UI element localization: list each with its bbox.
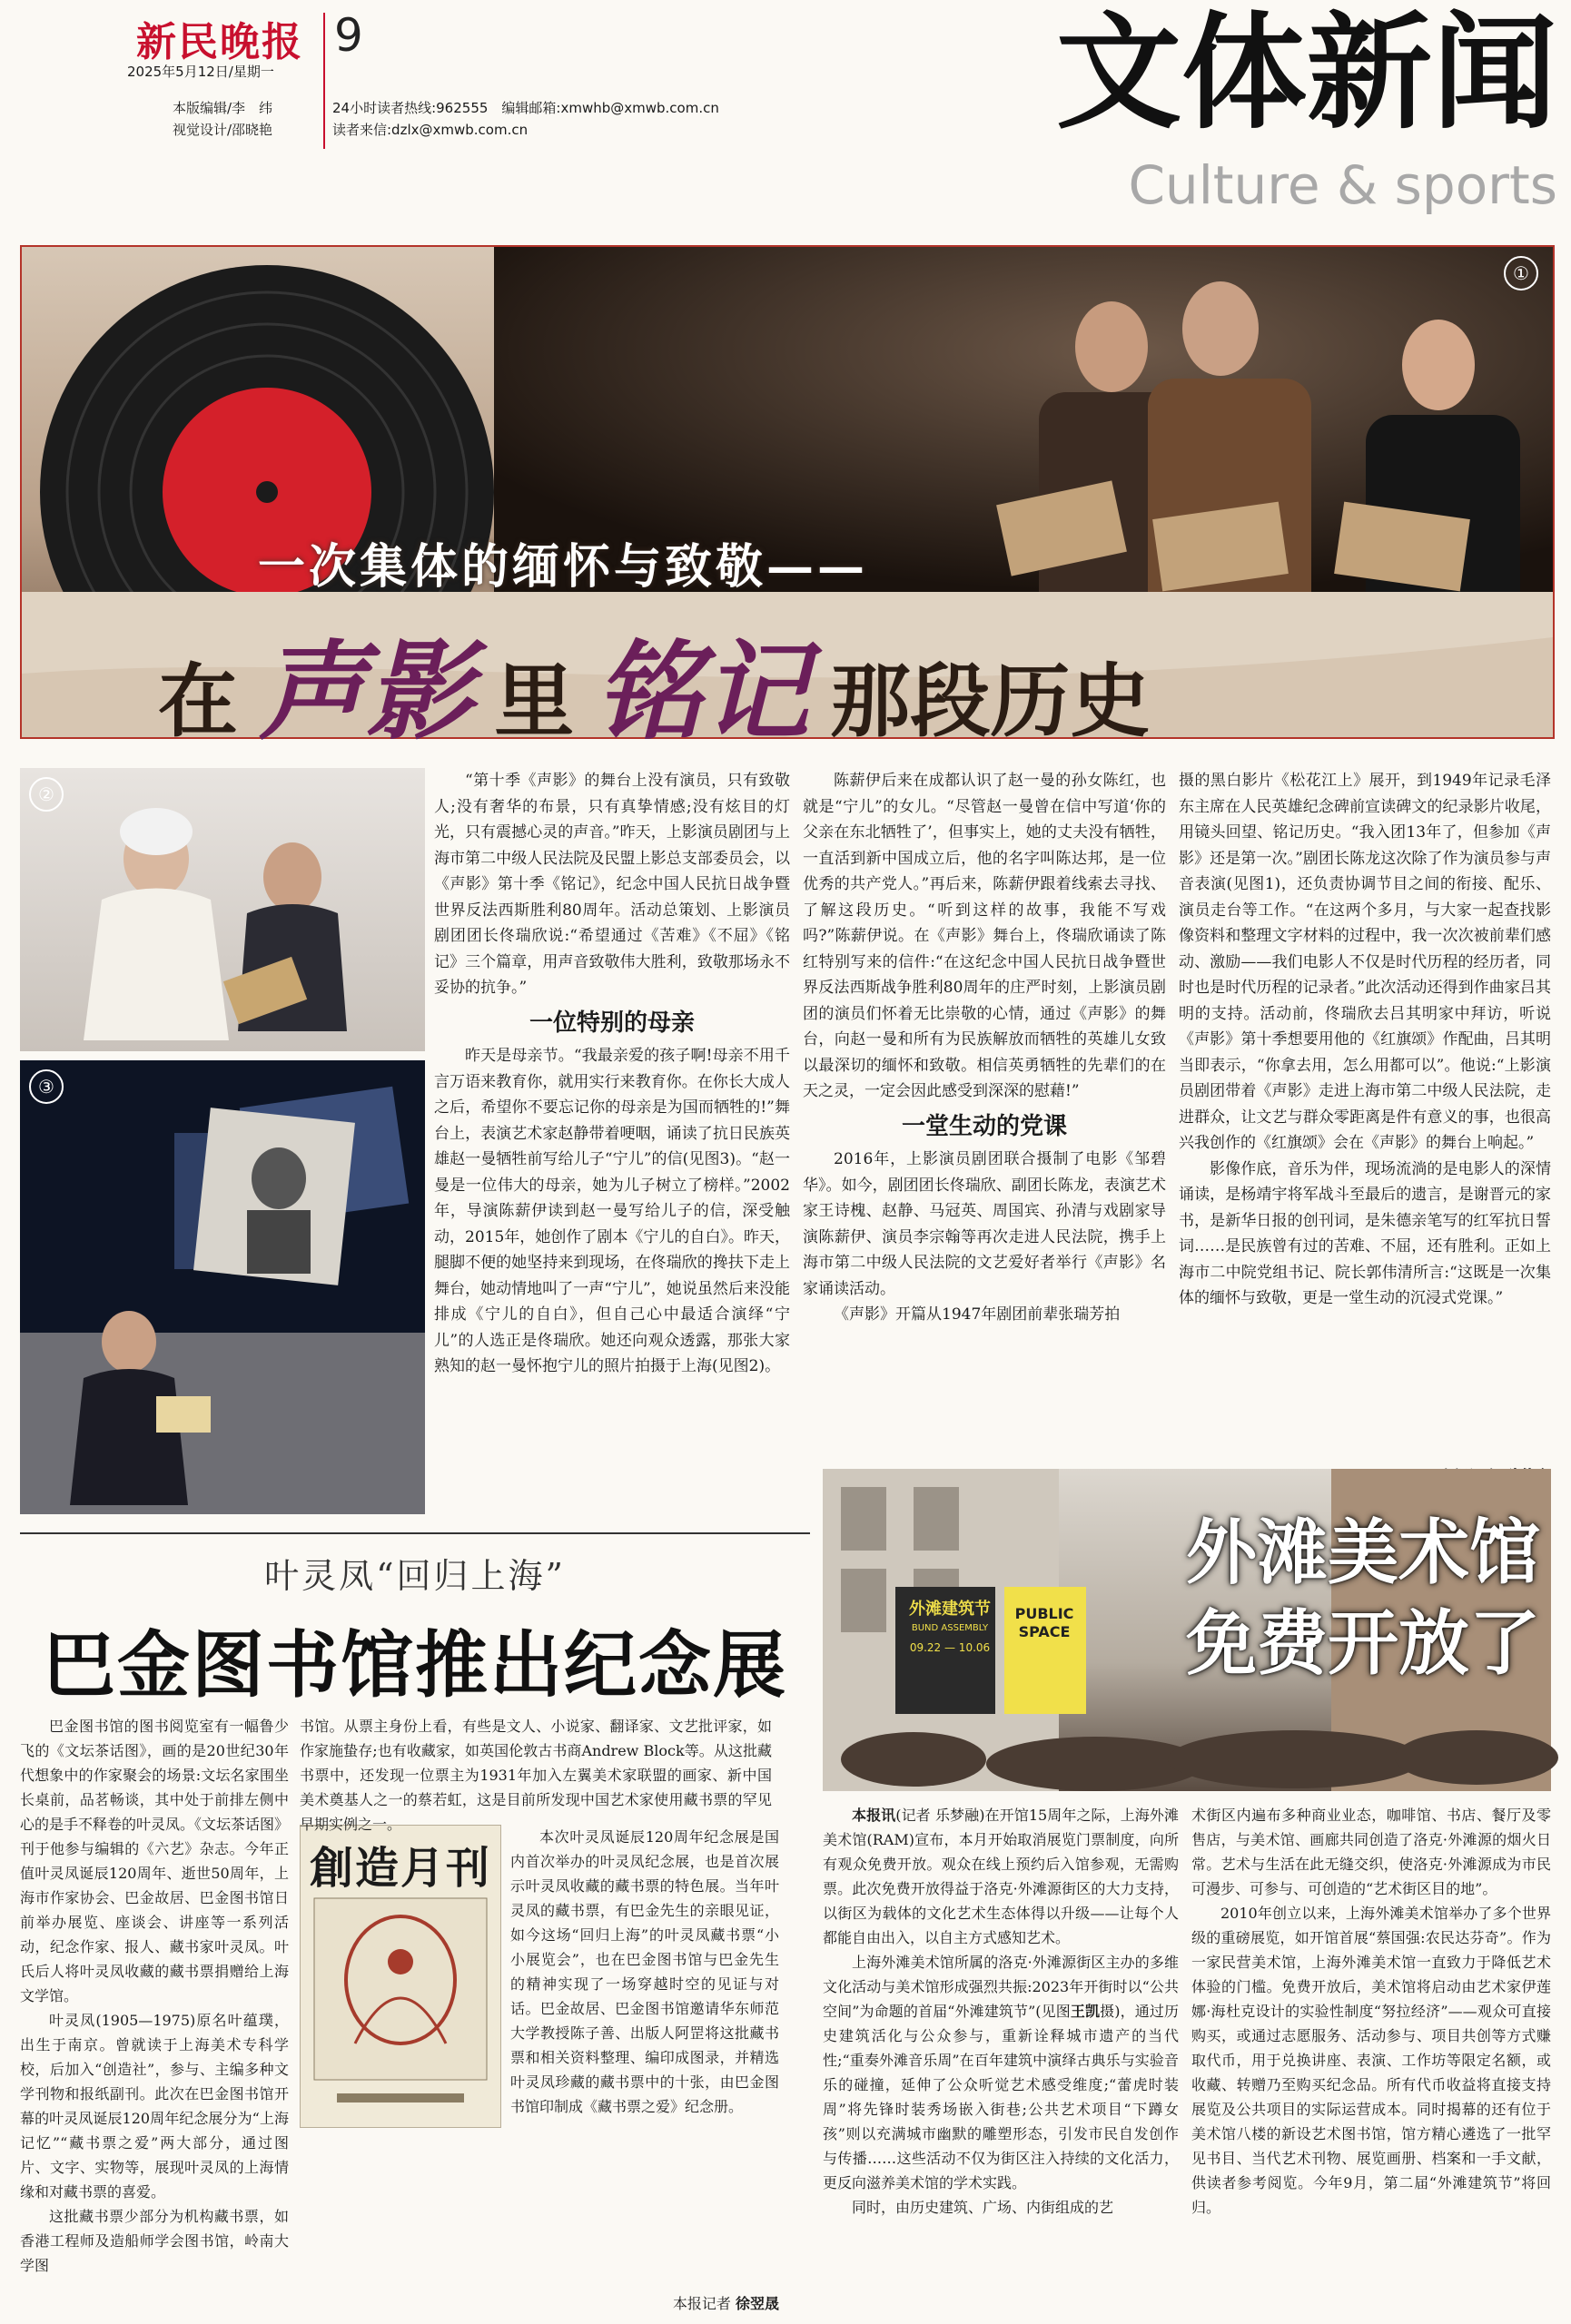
bund-banner-public: PUBLIC SPACE	[1014, 1605, 1074, 1640]
bund-headline-2: 免费开放了	[1185, 1603, 1540, 1685]
bund-col1-para-3: 同时，由历史建筑、广场、内街组成的艺	[852, 2199, 1114, 2216]
bajin-col1-para-3: 这批藏书票少部分为机构藏书票，如香港工程师及造船师学会图书馆，岭南大学图	[20, 2208, 289, 2274]
bund-col1-para-1	[823, 1803, 1179, 1950]
lead-col2-para-2: 2016年，上影演员剧团联合摄制了电影《邹碧华》。如今，剧团团长佟瑞欣、副团长陈龙，表演艺术家王诗槐、赵静、马冠英、周国宾、孙清与戏剧家导演陈薪伊、演员李宗翰等再次走进人民法院，携手上海市第二中级人民法院的文艺爱好者举行《声影》名家诵读活动。	[803, 1150, 1166, 1298]
editor-line: 本版编辑/李 纬	[173, 100, 273, 116]
bajin-col1-para-1: 巴金图书馆的图书阅览室有一幅鲁少飞的《文坛茶话图》，画的是20世纪30年代想象中的作家聚会的场景:文坛名家围坐长桌前，品茗畅谈，其中处于前排左侧中心的是手不释卷的叶灵凤。《文坛茶话图》刊于他参与编辑的《六艺》杂志。今年正值叶灵凤诞辰120周年、逝世50周年，上海市作家协会、巴金故居、巴金图书馆日前举办展览、座谈会、讲座等一系列活动，纪念作家、报人、藏书家叶灵凤。叶氏后人将叶灵凤收藏的藏书票捐赠给上海文学馆。	[20, 1718, 290, 2004]
headline-part-e: 那段历史	[830, 655, 1151, 748]
bajin-col2-para-2: 本次叶灵凤诞辰120周年纪念展是国内首次举办的叶灵凤纪念展，也是首次展示叶灵凤收藏的藏书票的特色展。当年叶灵凤的藏书票，有巴金先生的亲眼见证，如今这场“回归上海”的叶灵凤藏书票“小小展览会”，也在巴金图书馆与巴金先生的精神实现了一场穿越时空的见证与对话。巴金故居、巴金图书馆邀请华东师范大学教授陈子善、出版人阿罡将这批藏书票和相关资料整理、编印成图录，并精选叶灵凤珍藏的藏书票中的十张，由巴金图书馆印制成《藏书票之爱》纪念册。	[510, 1828, 779, 2115]
bund-reporter: (记者 乐梦融)	[895, 1807, 985, 1824]
lead-col3-para-2: 影像作底，音乐为伴，现场流淌的是电影人的深情诵读，是杨靖宇将军战斗至最后的遗言，是谢晋元的家书，是新华日报的创刊词，是朱德亲笔写的红军抗日誓词……是民族曾有过的苦难、不屈，还有胜利。正如上海市二中院党组书记、院长郭伟清所言:“这既是一次集体的缅怀与致敬，更是一堂生动的沉浸式党课。”	[1179, 1159, 1551, 1307]
headline-part-b: 声影	[259, 628, 474, 754]
lead-col2-para-3: 《声影》开篇从1947年剧团前辈张瑞芳拍	[834, 1305, 1121, 1324]
section-title: 文体新闻	[1055, 0, 1557, 146]
lead-subhead-mother: 一位特别的母亲	[529, 1009, 695, 1037]
bajin-column-1	[20, 1714, 289, 2313]
bund-column-2	[1191, 1803, 1551, 2319]
bajin-byline-label: 本报记者	[672, 2295, 731, 2312]
lead-col3-para-1: 摄的黑白影片《松花江上》展开，到1949年记录毛泽东主席在人民英雄纪念碑前宣读碑文的纪录影片收尾，用镜头回望、铭记历史。“我入团13年了，但参加《声影》还是第一次。”剧团长陈龙这次除了作为演员参与声音表演(见图1)，还负责协调节目之间的衔接、配乐、演员走台等工作。“在这两个多月，与大家一起查找影像资料和整理文字材料的过程中，我一次次被前辈们感动、激励——我们电影人不仅是时代历程的经历者，同时也是时代历程的记录者。”此次活动还得到作曲家吕其明的支持。活动前，佟瑞欣去吕其明家中拜访，听说《声影》第十季想要用他的《红旗颂》作配曲，吕其明当即表示，“你拿去用，怎么用都可以”。他说:“上影演员剧团带着《声影》走进上海市第二中级人民法院，走进群众，让文艺与群众零距离是件有意义的事，也很高兴我创作的《红旗颂》会在《声影》的舞台上响起。”	[1179, 772, 1551, 1152]
lead-kicker: 一次集体的缅怀与致敬——	[258, 539, 869, 595]
bajin-column-2	[300, 1714, 772, 1833]
headline-part-a: 在	[158, 655, 239, 748]
bajin-kicker: 叶灵凤“回归上海”	[264, 1556, 566, 1596]
lead-column-3	[1179, 768, 1551, 1458]
headline-part-c: 里	[494, 655, 575, 748]
bund-banner-text: 外滩建筑节	[909, 1600, 991, 1619]
letters-email: 读者来信:dzlx@xmwb.com.cn	[332, 122, 529, 138]
bund-col1-text-1: 在开馆15周年之际，上海外滩美术馆(RAM)宣布，本月开始取消展览门票制度，向所有观众免费开放。观众在线上预约后入馆参观，无需购票。此次免费开放得益于洛克·外滩源街区的大力支持，以街区为载体的文化艺术生态体得以升级——让每个人都能自由出入，以自主方式感知艺术。	[823, 1807, 1179, 1946]
lead-column-2	[803, 768, 1166, 1505]
magazine-cover	[300, 1825, 501, 2128]
bund-dateline: 本报讯	[852, 1807, 896, 1824]
photo-number-2: ②	[29, 777, 64, 812]
masthead	[0, 0, 1571, 245]
bajin-column-2b	[510, 1825, 779, 2315]
headline-part-d: 铭记	[595, 628, 810, 754]
bajin-col2-para-1: 书馆。从票主身份上看，有些是文人、小说家、翻译家、文艺批评家，如作家施蛰存;也有收藏家，如英国伦敦古书商Andrew Block等。从这批藏书票中，还发现一位票主为1931年加入左翼美术家联盟的画家、新中国美术奠基人之一的蔡若虹，这是目前所发现中国艺术家使用藏书票的罕见早期实例之一。	[300, 1718, 772, 1833]
bajin-byline-name: 徐翌晟	[735, 2295, 779, 2312]
bajin-byline	[510, 2292, 779, 2313]
lead-subhead-lesson: 一堂生动的党课	[901, 1112, 1067, 1140]
lead-col1-para-2: 昨天是母亲节。“我最亲爱的孩子啊!母亲不用千言万语来教育你，就用实行来教育你。在你长大成人之后，希望你不要忘记你的母亲是为国而牺牲的!”舞台上，表演艺术家赵静带着哽咽，诵读了抗日民族英雄赵一曼牺牲前写给儿子“宁儿”的信(见图3)。“赵一曼是一位伟大的母亲，她为儿子树立了榜样。”2002年，导演陈薪伊读到赵一曼写给儿子的信，深受触动，2015年，她创作了剧本《宁儿的自白》。昨天，腿脚不便的她坚持来到现场，在佟瑞欣的搀扶下走上舞台，她动情地叫了一声“宁儿”，她说虽然后来没能排成《宁儿的自白》，但自己心中最适合演绎“宁儿”的人选正是佟瑞欣。她还向观众透露，那张大家熟知的赵一曼怀抱宁儿的照片拍摄于上海(见图2)。	[434, 1047, 790, 1375]
section-subtitle: Culture & sports	[1128, 154, 1557, 216]
bund-col1-text-2b: 摄)，通过历史建筑活化与公众参与，重新诠释城市遗产的当代性;“重奏外滩音乐周”在百年建筑中演绎古典乐与实验音乐的碰撞，延伸了公众听觉艺术感受维度;“蕾虎时装周”将先锋时装秀场嵌入街巷;公共艺术项目“下蹲女孩”则以充满城市幽默的雕塑形态，引发市民自发创作与传播……这些活动不仅为街区注入持续的文化活力，更反向滋养美术馆的学术实践。	[823, 2003, 1179, 2191]
magazine-title: 創造月刊	[309, 1843, 491, 1894]
photo-3	[20, 1060, 425, 1514]
bund-headline-1: 外滩美术馆	[1185, 1512, 1540, 1594]
bund-col2-para-2: 2010年创立以来，上海外滩美术馆举办了多个世界级的重磅展览，如开馆首展“蔡国强:农民达芬奇”。作为一家民营美术馆，上海外滩美术馆一直致力于降低艺术体验的门槛。免费开放后，美术馆将启动由艺术家伊莲娜·海杜克设计的实验性制度“努拉经济”——观众可直接购买，或通过志愿服务、活动参与、项目共创等方式赚取代币，用于兑换讲座、表演、工作坊等限定名额，或收藏、转赠乃至购买纪念品。所有代币收益将直接支持展览及公共项目的实际运营成本。同时揭幕的还有位于美术馆八楼的新设艺术图书馆，馆方精心遴选了一批罕见书目、当代艺术刊物、展览画册、档案和一手文献，供读者参考阅览。今年9月，第二届“外滩建筑节”将回归。	[1191, 1905, 1551, 2216]
lead-photo	[20, 245, 1555, 754]
page-number: 9	[334, 9, 363, 62]
lead-col2-para-1: 陈薪伊后来在成都认识了赵一曼的孙女陈红，也就是“宁儿”的女儿。“尽管赵一曼曾在信中写道‘你的父亲在东北牺牲了’，但事实上，她的丈夫没有牺牲，一直活到新中国成立后，他的名字叫陈达邦，是一位优秀的共产党人。”再后来，陈薪伊跟着线索去寻找、了解这段历史。“听到这样的故事，我能不写戏吗?”陈薪伊说。在《声影》舞台上，佟瑞欣诵读了陈红特别写来的信件:“在这纪念中国人民抗日战争暨世界反法西斯战争胜利80周年的庄严时刻，上影演员剧团的演员们怀着无比崇敬的心情，通过《声影》的舞台，向赵一曼和所有为民族解放而牺牲的英雄儿女致以最深切的缅怀和致敬。相信英勇牺牲的先辈们的在天之灵，一定会因此感受到深深的慰藉!”	[803, 772, 1166, 1100]
bund-col1-para-2	[823, 1950, 1179, 2195]
designer-line: 视觉设计/邵晓艳	[173, 122, 273, 138]
photo-2	[20, 768, 425, 1051]
bund-photo-credit: 王凯	[1070, 2003, 1101, 2020]
magazine-art	[301, 1826, 500, 2127]
lead-headline	[158, 606, 1151, 754]
page-number-divider	[323, 13, 325, 149]
photo-2-art	[20, 768, 425, 1051]
paper-logo: 新民晚报	[136, 19, 303, 65]
bajin-col1-para-2: 叶灵凤(1905—1975)原名叶蕴璞，出生于南京。曾就读于上海美术专科学校，后加入“创造社”，参与、主编多种文学刊物和报纸副刊。此次在巴金图书馆开幕的叶灵凤诞辰120周年纪念展分为“上海记忆”“藏书票之爱”两大部分，通过图片、文字、实物等，展现叶灵凤的上海情缘和对藏书票的喜爱。	[20, 2012, 289, 2201]
bund-banner-dates: 09.22 — 10.06	[909, 1641, 991, 1654]
bund-banner-text-en: BUND ASSEMBLY	[911, 1623, 989, 1633]
hotline: 24小时读者热线:962555 编辑邮箱:xmwhb@xmwb.com.cn	[332, 100, 719, 116]
bund-col2-para-1: 术街区内遍布多种商业业态，咖啡馆、书店、餐厅及零售店，与美术馆、画廊共同创造了洛克·外滩源的烟火日常。艺术与生活在此无缝交织，使洛克·外滩源成为市民可漫步、可参与、可创造的“艺术街区目的地”。	[1191, 1807, 1551, 1897]
photo-number-1: ①	[1504, 256, 1538, 290]
lead-column-1	[434, 768, 790, 1505]
bund-col1-text-2a: 上海外滩美术馆所属的洛克·外滩源街区主办的多维文化活动与美术馆形成强烈共振:2023年开街时以“公共空间”为命题的首届“外滩建筑节”(见图	[823, 1954, 1179, 2020]
photo-number-3: ③	[29, 1069, 64, 1104]
section-divider	[20, 1532, 810, 1534]
bajin-headline: 巴金图书馆推出纪念展	[43, 1623, 787, 1708]
issue-date: 2025年5月12日/星期一	[127, 64, 274, 80]
bund-photo	[823, 1469, 1551, 1791]
photo-3-art	[20, 1060, 425, 1514]
lead-col1-para-1: “第十季《声影》的舞台上没有演员，只有致敬人;没有奢华的布景，只有真挚情感;没有炫目的灯光，只有震撼心灵的声音。”昨天，上影演员剧团与上海市第二中级人民法院及民盟上影总支部委员会，以《声影》第十季《铭记》，纪念中国人民抗日战争暨世界反法西斯胜利80周年。活动总策划、上影演员剧团团长佟瑞欣说:“希望通过《苦难》《不屈》《铭记》三个篇章，用声音致敬伟大胜利，致敬那场永不妥协的抗争。”	[434, 772, 790, 997]
bund-column-1	[823, 1803, 1179, 2319]
